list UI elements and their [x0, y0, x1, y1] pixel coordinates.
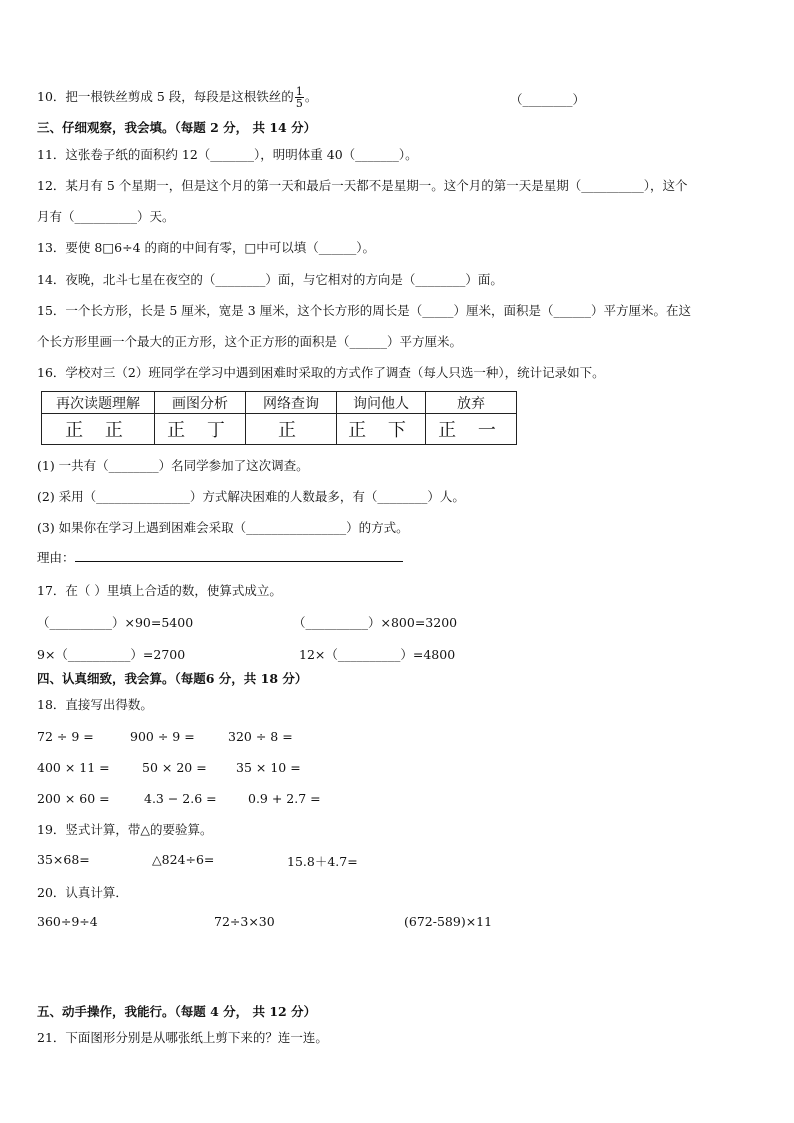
q18-item: 50 × 20 = [142, 760, 207, 775]
survey-header-cell: 画图分析 [155, 392, 246, 414]
q19-item: △824÷6= [152, 852, 215, 867]
survey-header-row [42, 392, 517, 414]
question-12-line-1: 12．某月有 5 个星期一，但是这个月的第一天和最后一天都不是星期一。这个月的第一天是星期（__________），这个 [37, 178, 688, 193]
q18-item: 320 ÷ 8 = [228, 729, 293, 744]
section-4-heading: 四、认真细致，我会算。（每题6 分，共 18 分） [37, 671, 308, 686]
question-16: 16．学校对三（2）班同学在学习中遇到困难时采取的方式作了调查（每人只选一种），统计记录如下。 [37, 365, 605, 380]
question-15-line-1: 15．一个长方形，长是 5 厘米，宽是 3 厘米，这个长方形的周长是（_____）厘米，面积是（______）平方厘米。在这 [37, 303, 691, 318]
question-12-line-2: 月有（__________）天。 [37, 209, 175, 224]
question-13: 13．要使 8□6÷4 的商的中间有零，□中可以填（______）。 [37, 240, 376, 255]
q17-equation: 12×（__________）=4800 [299, 647, 456, 662]
q20-item: (672-589)×11 [404, 914, 493, 929]
reason-line [37, 549, 403, 567]
question-20: 20．认真计算． [37, 885, 128, 900]
q18-item: 200 × 60 = [37, 791, 110, 806]
fraction-numerator: 1 [295, 85, 303, 98]
survey-header-cell: 再次读题理解 [42, 392, 155, 414]
q17-equation: （__________）×90=5400 [37, 615, 194, 630]
q18-item: 35 × 10 = [236, 760, 301, 775]
q18-item: 400 × 11 = [37, 760, 110, 775]
fraction-denominator: 5 [295, 97, 303, 110]
section-3-heading: 三、仔细观察，我会填。（每题 2 分， 共 14 分） [37, 120, 317, 135]
q19-item: 35×68= [37, 852, 90, 867]
q18-item: 4.3 − 2.6 = [144, 791, 217, 806]
q10-text-end: 。 [304, 89, 318, 104]
survey-tally-row [42, 414, 517, 445]
q17-equation: （__________）×800=3200 [293, 615, 458, 630]
q10-text: 10．把一根铁丝剪成 5 段，每段是这根铁丝的 [37, 89, 294, 104]
section-5-heading: 五、动手操作，我能行。（每题 4 分， 共 12 分） [37, 1004, 317, 1019]
question-16-2: (2) 采用（_______________）方式解决困难的人数最多，有（________）人。 [37, 489, 465, 504]
q10-answer-blank[interactable]: （________） [510, 92, 586, 107]
survey-header-cell: 网络查询 [246, 392, 337, 414]
tally-cell: 正 丁 [155, 414, 246, 445]
tally-cell: 正 [246, 414, 337, 445]
reason-label: 理由： [37, 550, 75, 565]
q20-item: 72÷3×30 [214, 914, 275, 929]
survey-header-cell: 询问他人 [337, 392, 426, 414]
q19-item: 15.8＋4.7= [287, 854, 358, 869]
question-11: 11．这张卷子纸的面积约 12（_______），明明体重 40（_______）。 [37, 147, 418, 162]
question-21: 21．下面图形分别是从哪张纸上剪下来的？连一连。 [37, 1030, 328, 1045]
question-15-line-2: 个长方形里画一个最大的正方形，这个正方形的面积是（______）平方厘米。 [37, 334, 463, 349]
fraction-one-fifth [295, 86, 304, 109]
tally-cell: 正 正 [42, 414, 155, 445]
survey-table [41, 391, 517, 445]
tally-cell: 正 一 [426, 414, 517, 445]
question-18: 18．直接写出得数。 [37, 697, 153, 712]
q20-item: 360÷9÷4 [37, 914, 98, 929]
q17-equation: 9×（__________）=2700 [37, 647, 186, 662]
question-14: 14．夜晚，北斗七星在夜空的（________）面，与它相对的方向是（________）面。 [37, 272, 503, 287]
q18-item: 72 ÷ 9 = [37, 729, 94, 744]
survey-header-cell: 放弃 [426, 392, 517, 414]
question-17: 17．在（ ）里填上合适的数，使算式成立。 [37, 583, 282, 598]
q18-item: 900 ÷ 9 = [130, 729, 195, 744]
question-16-3: (3) 如果你在学习上遇到困难会采取（________________）的方式。 [37, 520, 409, 535]
question-10 [37, 86, 317, 109]
q18-item: 0.9 + 2.7 = [248, 791, 321, 806]
reason-blank[interactable] [75, 549, 403, 562]
question-19: 19．竖式计算，带△的要验算。 [37, 822, 213, 837]
tally-cell: 正 下 [337, 414, 426, 445]
question-16-1: (1) 一共有（________）名同学参加了这次调查。 [37, 458, 309, 473]
